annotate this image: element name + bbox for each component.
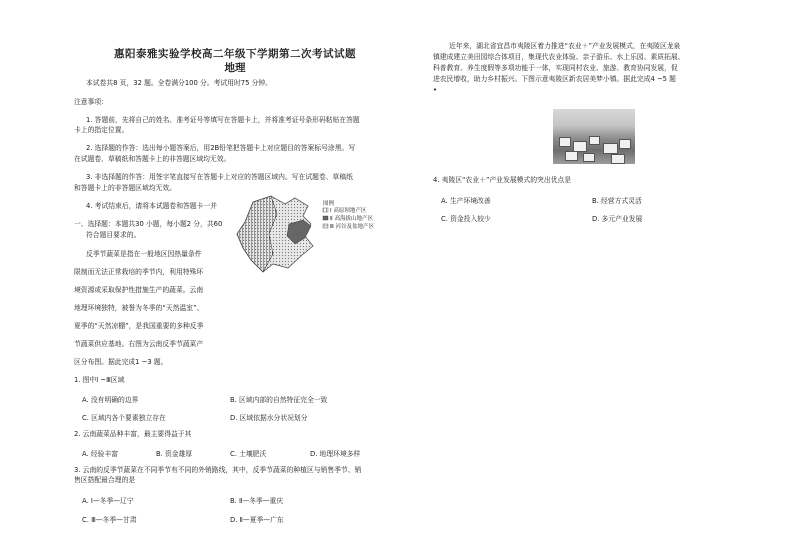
passage1-line: 区分布图。据此完成1 ~3 题。: [74, 358, 168, 366]
note-line: 和答题卡上的非答题区域均无效。: [74, 184, 176, 192]
passage2-line: 科普教育、养生度假等多项功能于一体，实现同村农业、旅游、教育协同发展，促: [433, 64, 678, 72]
q4-option-a[interactable]: A. 生产环境改善: [441, 197, 491, 205]
q3-option-a[interactable]: A. Ⅰ—冬季—辽宁: [82, 497, 134, 505]
q2-option-d[interactable]: D. 地理环境多样: [310, 450, 361, 458]
q1-option-d[interactable]: D. 区域依据水分状况划分: [230, 414, 308, 422]
passage2-line: 进农民增收，助力乡村振兴。下图示意夷陵区新农居美梦小镇。据此完成4 ~5 题: [433, 75, 676, 83]
q1-option-c[interactable]: C. 区域内各个要素独立存在: [82, 414, 166, 422]
bullet-mark: •: [433, 86, 438, 94]
note-line: 在试题卷、草稿纸和答题卡上的非答题区域均无效。: [74, 155, 231, 163]
map-legend-item: Ⅲ 河谷及盆地产区: [330, 224, 375, 230]
q1-option-a[interactable]: A. 没有明确的边界: [82, 396, 139, 404]
q2-option-c[interactable]: C. 土壤肥沃: [230, 450, 267, 458]
passage2-line: 镇建成建立美田园综合体项目，集现代农业体验、亲子游乐、水上乐园、素质拓展、: [433, 53, 685, 61]
q4-option-b[interactable]: B. 经营方式灵活: [592, 197, 642, 205]
notes-title: 注意事项：: [74, 98, 108, 106]
q1-stem: 1. 图中Ⅰ ~Ⅲ区域: [74, 376, 125, 384]
q3-option-b[interactable]: B. Ⅱ—冬季—重庆: [230, 497, 284, 505]
map-legend-title: 图例: [323, 201, 335, 207]
q3-stem: 3. 云南的反季节蔬菜在不同季节有不同的外销路线，其中，反季节蔬菜的种植区与销售季节、销: [74, 466, 362, 474]
passage1-line: 夏季的“天然凉棚”，是我国重要的多种反季: [74, 322, 204, 330]
q1-option-b[interactable]: B. 区域内部的自然特征完全一致: [230, 396, 328, 404]
note-line: 4. 考试结束后，请将本试题卷和答题卡一并: [86, 202, 217, 210]
exam-intro: 本试卷共8 页，32 题。全卷满分100 分。考试用时75 分钟。: [86, 79, 272, 87]
passage1-line: 限制而无法正常栽培的季节内，利用特殊环: [74, 268, 204, 276]
map-legend-item: Ⅱ 高海拔山地产区: [330, 216, 373, 222]
q3-option-c[interactable]: C. Ⅲ—冬季—甘肃: [82, 516, 137, 524]
legend-swatch-3: [323, 224, 328, 228]
q3-option-d[interactable]: D. Ⅱ—夏季—广东: [230, 516, 284, 524]
passage2-line: 近年来，湖北省宜昌市夷陵区着力推进“农业＋”产业发展模式，在夷陵区龙泉: [449, 42, 681, 50]
section1-heading: 一、选择题：本题共30 小题，每小题2 分，共60: [74, 220, 223, 228]
map-legend-item: Ⅰ 高原坝地产区: [330, 208, 367, 214]
q2-stem: 2. 云南蔬菜品种丰富，最主要得益于其: [74, 430, 192, 438]
town-photo: [553, 109, 635, 164]
passage1-line: 地理环境独特，被誉为冬季的“天然温室”、: [74, 304, 204, 312]
legend-swatch-2: [323, 216, 328, 220]
passage1-line: 反季节蔬菜是指在一般地区因热量条件: [86, 250, 202, 258]
q4-option-d[interactable]: D. 多元产业发展: [592, 215, 643, 223]
note-line: 3. 非选择题的作答：用签字笔直接写在答题卡上对应的答题区域内。写在试题卷、草稿纸: [86, 173, 353, 181]
q4-option-c[interactable]: C. 资金投入较少: [441, 215, 491, 223]
section1-heading: 符合题目要求的。: [86, 231, 141, 239]
q3-stem: 售区搭配最合理的是: [74, 476, 136, 484]
exam-title: 惠阳泰雅实验学校高二年级下学期第二次考试试题: [114, 48, 356, 60]
note-line: 卡上的指定位置。: [74, 126, 129, 134]
passage1-line: 节蔬菜供应基地。右图为云南反季节蔬菜产: [74, 340, 204, 348]
q2-option-a[interactable]: A. 经验丰富: [82, 450, 119, 458]
passage1-line: 境资源或采取保护性措施生产的蔬菜。云南: [74, 286, 204, 294]
yunnan-vegetable-region-map: [233, 194, 399, 274]
exam-subject: 地理: [224, 62, 246, 74]
q2-option-b[interactable]: B. 资金雄厚: [156, 450, 193, 458]
q4-stem: 4. 夷陵区“农业＋”产业发展模式的突出优点是: [433, 176, 572, 184]
note-line: 2. 选择题的作答：选出每小题答案后，用2B铅笔把答题卡上对应题目的答案标号涂黑。写: [86, 144, 356, 152]
note-line: 1. 答题前，先将自己的姓名、准考证号等填写在答题卡上，并将准考证号条形码粘贴在答题: [86, 116, 360, 124]
